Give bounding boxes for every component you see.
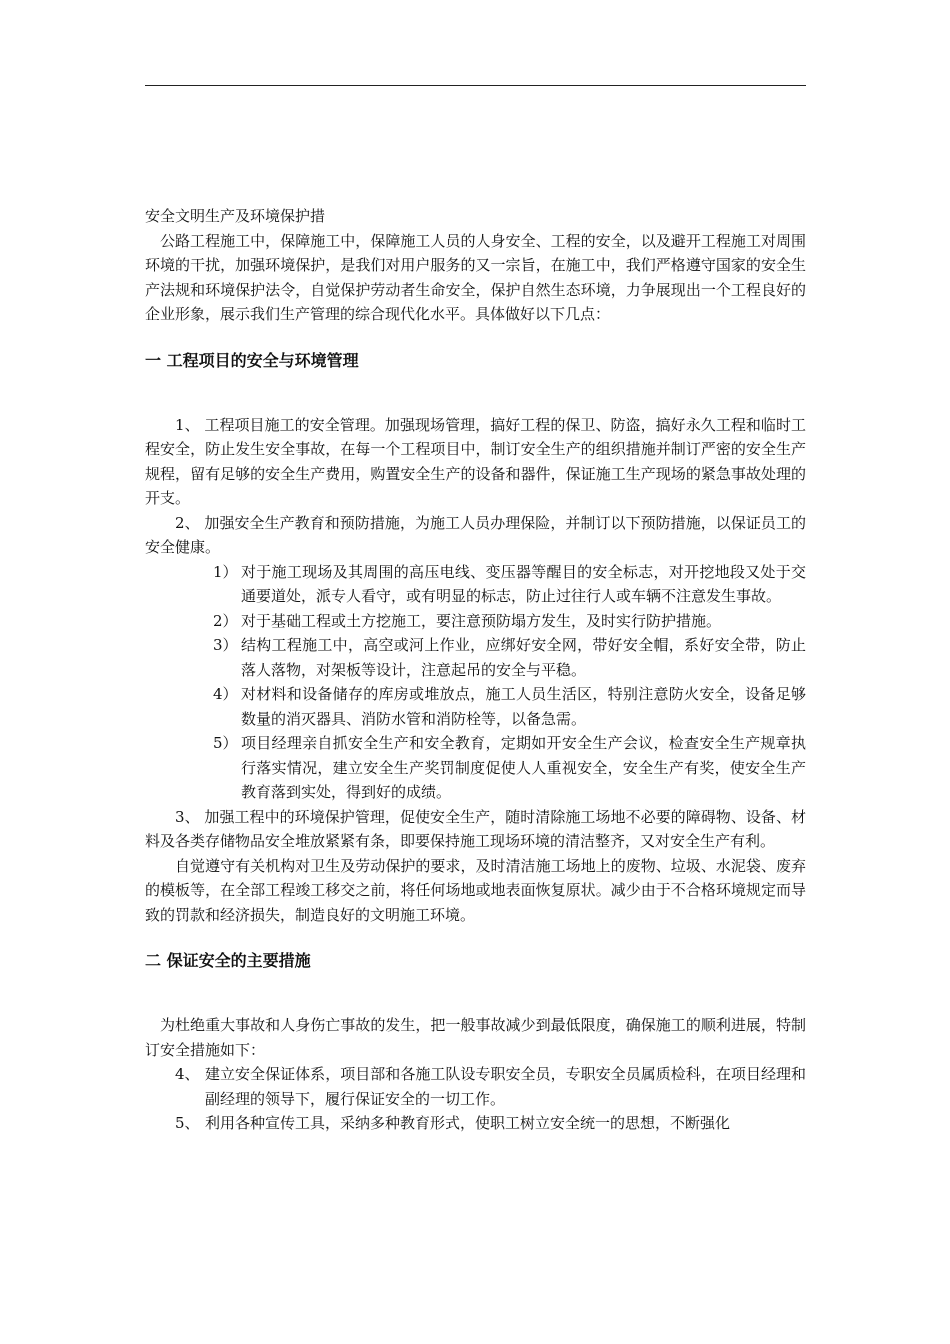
document-title: 安全文明生产及环境保护措: [145, 207, 326, 225]
section-2-heading: 二 保证安全的主要措施: [145, 951, 311, 970]
section-1-paragraph-1: 1、 工程项目施工的安全管理。加强现场管理，搞好工程的保卫、防盗，搞好永久工程和临时工程安全，防止发生安全事故，在每一个工程项目中，制订安全生产的组织措施并制订严密的安全生产规程，留有足够的安全生产费用，购置安全生产的设备和器件，保证施工生产现场的紧急事故处理的开支。: [145, 415, 806, 507]
list-item-number: 4）: [213, 685, 238, 703]
list-item: [145, 1062, 806, 1111]
header-rule: [145, 85, 806, 86]
list-item-text: 对于施工现场及其周围的高压电线、变压器等醒目的安全标志，对开挖地段又处于交通要道处，派专人看守，或有明显的标志，防止过往行人或车辆不注意发生事故。: [241, 562, 806, 605]
list-item: [145, 609, 806, 634]
list-item-text: 利用各种宣传工具，采纳多种教育形式，使职工树立安全统一的思想，不断强化: [205, 1114, 731, 1132]
list-item-text: 对材料和设备储存的库房或堆放点，施工人员生活区，特别注意防火安全，设备足够数量的消灭器具、消防水管和消防栓等，以备急需。: [241, 685, 806, 728]
list-item-number: 4、: [175, 1065, 200, 1083]
list-item: [145, 682, 806, 731]
list-item: [145, 633, 806, 682]
list-item-text: 结构工程施工中，高空或河上作业，应绑好安全网，带好安全帽，系好安全带，防止落人落物，对架板等设计，注意起吊的安全与平稳。: [241, 636, 806, 679]
list-item: [145, 1111, 806, 1136]
list-item-text: 建立安全保证体系，项目部和各施工队设专职安全员，专职安全员属质检科，在项目经理和副经理的领导下，履行保证安全的一切工作。: [205, 1065, 806, 1108]
intro-paragraph: 公路工程施工中，保障施工中，保障施工人员的人身安全、工程的安全，以及避开工程施工对周围环境的干扰，加强环境保护，是我们对用户服务的又一宗旨，在施工中，我们严格遵守国家的安全生产法规和环境保护法令，自觉保护劳动者生命安全，保护自然生态环境，力争展现出一个工程良好的企业形象，展示我们生产管理的综合现代化水平。具体做好以下几点：: [145, 231, 806, 323]
list-item-number: 1）: [213, 562, 238, 581]
list-item: [145, 560, 806, 609]
list-item-number: 3）: [213, 636, 238, 654]
list-item-number: 5、: [175, 1114, 200, 1132]
list-item-text: 对于基础工程或土方挖施工，要注意预防塌方发生，及时实行防护措施。: [241, 611, 722, 630]
section-1-paragraph-2: 2、 加强安全生产教育和预防措施，为施工人员办理保险，并制订以下预防措施，以保证员工的安全健康。: [145, 513, 806, 556]
list-item-text: 项目经理亲自抓安全生产和安全教育，定期如开安全生产会议，检查安全生产规章执行落实情况，建立安全生产奖罚制度促使人人重视安全，安全生产有奖，使安全生产教育落到实处，得到好的成绩。: [241, 734, 806, 801]
section-1-paragraph-4: 自觉遵守有关机构对卫生及劳动保护的要求，及时清洁施工场地上的废物、垃圾、水泥袋、废弃的模板等，在全部工程竣工移交之前，将任何场地或地表面恢复原状。减少由于不合格环境规定而导致的罚款和经济损失，制造良好的文明施工环境。: [145, 856, 806, 924]
section-2-paragraph-1: 为杜绝重大事故和人身伤亡事故的发生，把一般事故减少到最低限度，确保施工的顺利进展，特制订安全措施如下：: [145, 1016, 806, 1059]
document-body: [145, 204, 806, 1136]
section-1-heading: 一 工程项目的安全与环境管理: [145, 350, 359, 370]
list-item-number: 5）: [213, 734, 238, 752]
list-item: [145, 731, 806, 805]
section-1-paragraph-3: 3、 加强工程中的环境保护管理，促使安全生产，随时清除施工场地不必要的障碍物、设备、材料及各类存储物品安全堆放紧紧有条，即要保持施工现场环境的清洁整齐，又对安全生产有利。: [145, 807, 806, 850]
list-item-number: 2）: [213, 611, 238, 630]
